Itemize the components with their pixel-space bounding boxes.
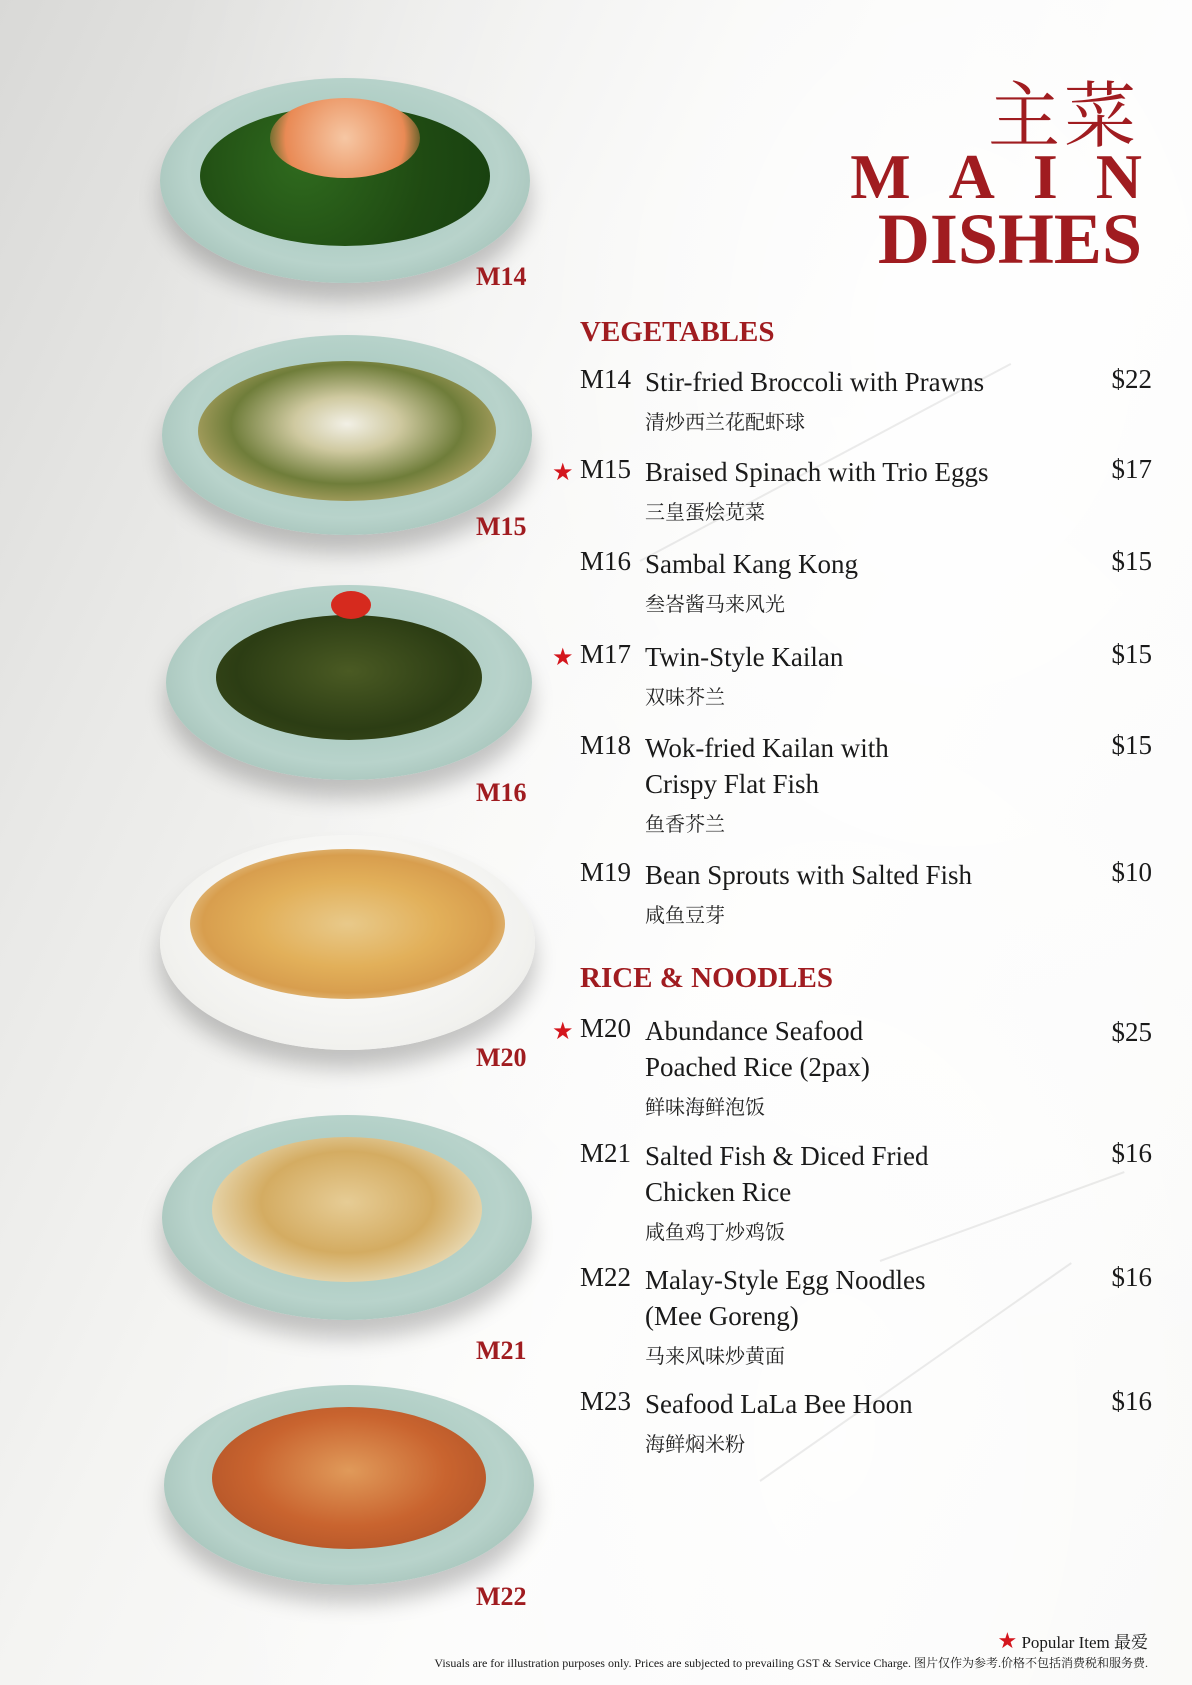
item-name-chinese: 海鲜焖米粉: [645, 1432, 745, 1456]
item-name-chinese: 双味芥兰: [645, 685, 725, 709]
item-code: M23: [580, 1386, 632, 1416]
item-name-chinese: 咸鱼鸡丁炒鸡饭: [645, 1220, 785, 1244]
item-price: $16: [1111, 1138, 1152, 1168]
dish-photo-m20: [160, 835, 535, 1050]
plate-label-m15: M15: [476, 512, 527, 541]
section-title-rice-noodles: RICE & NOODLES: [580, 962, 833, 994]
item-name: Salted Fish & Diced Fried Chicken Rice: [645, 1141, 929, 1207]
section-title-vegetables: VEGETABLES: [580, 316, 775, 348]
item-name: Bean Sprouts with Salted Fish: [645, 860, 973, 890]
item-name: Abundance Seafood Poached Rice (2pax): [645, 1016, 870, 1082]
item-code: M14: [580, 364, 632, 394]
popular-legend-text: Popular Item 最爱: [1021, 1633, 1148, 1652]
item-price: $10: [1111, 857, 1152, 887]
item-code: M19: [580, 857, 632, 887]
item-name-chinese: 鱼香芥兰: [645, 812, 725, 836]
title-chinese: 主菜: [987, 74, 1140, 158]
item-name: Braised Spinach with Trio Eggs: [645, 457, 989, 487]
item-name-chinese: 三皇蛋烩苋菜: [645, 500, 765, 524]
disclaimer-note: Visuals are for illustration purposes only. Prices are subjected to prevailing GST & Service Charge. 图片仅作为参考.价格不包括消费税和服务费.: [434, 1656, 1148, 1670]
item-name: Seafood LaLa Bee Hoon: [645, 1389, 913, 1419]
item-name: Sambal Kang Kong: [645, 549, 858, 579]
item-name-chinese: 叁峇酱马来风光: [645, 592, 785, 616]
item-price: $17: [1111, 454, 1152, 484]
item-price: $15: [1111, 730, 1152, 760]
item-name-chinese: 清炒西兰花配虾球: [645, 410, 805, 434]
item-code: M16: [580, 546, 632, 576]
plate-label-m22: M22: [476, 1582, 527, 1611]
item-code: M22: [580, 1262, 632, 1292]
item-code: M15: [580, 454, 632, 484]
dish-photo-m21: [162, 1115, 532, 1320]
dish-photo-m15: [162, 335, 532, 535]
item-code: M18: [580, 730, 632, 760]
item-code: M20: [580, 1013, 632, 1043]
popular-legend: [997, 1628, 1148, 1654]
item-price: $25: [1111, 1017, 1152, 1047]
item-price: $16: [1111, 1262, 1152, 1292]
plate-label-m16: M16: [476, 778, 527, 807]
star-icon: ★: [552, 1017, 574, 1045]
item-price: $15: [1111, 546, 1152, 576]
item-code: M17: [580, 639, 632, 669]
item-name-chinese: 鲜味海鲜泡饭: [645, 1095, 765, 1119]
item-name: Twin-Style Kailan: [645, 642, 844, 672]
item-price: $16: [1111, 1386, 1152, 1416]
item-price: $15: [1111, 639, 1152, 669]
star-icon: ★: [552, 643, 574, 671]
plate-label-m20: M20: [476, 1043, 527, 1072]
star-icon: ★: [552, 458, 574, 486]
star-icon: ★: [997, 1628, 1018, 1653]
item-name: Wok-fried Kailan with Crispy Flat Fish: [645, 733, 889, 799]
dish-photo-m14: [160, 78, 530, 283]
item-name-chinese: 咸鱼豆芽: [645, 903, 725, 927]
title-dishes: DISHES: [877, 199, 1142, 279]
dish-photo-m16: [166, 585, 532, 780]
plate-label-m21: M21: [476, 1336, 527, 1365]
plate-label-m14: M14: [476, 262, 527, 291]
item-name-chinese: 马来风味炒黄面: [645, 1344, 785, 1368]
dish-photo-m22: [164, 1385, 534, 1585]
title-main: MAIN: [850, 141, 1180, 212]
item-name: Malay-Style Egg Noodles (Mee Goreng): [645, 1265, 926, 1331]
item-price: $22: [1111, 364, 1152, 394]
item-name: Stir-fried Broccoli with Prawns: [645, 367, 985, 397]
item-code: M21: [580, 1138, 632, 1168]
